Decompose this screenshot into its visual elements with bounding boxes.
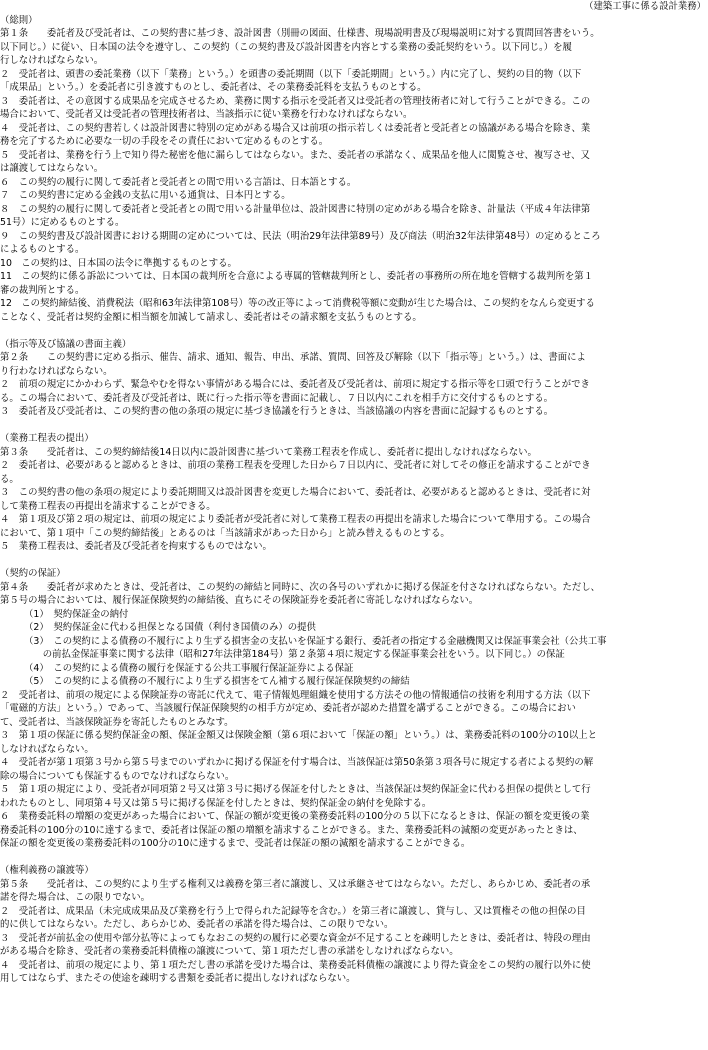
article-text-line: ２ 受託者は、前項の規定による保険証券の寄託に代えて、電子情報処理組織を使用する方法その他の情報通信の技術を利用する方法（以下 [0,689,591,701]
article-text-line: 第５号の場合においては、履行保証保険契約の締結後、直ちにその保険証券を委託者に寄託しなければならない。 [0,595,479,606]
article-text-line: 務委託料の100分の10に達するまで、委託者は保証の額の増額を請求することができる。また、業務委託料の減額の変更があったときは、 [0,824,583,836]
document-body [0,14,708,986]
article-text-line: 保証の額を変更後の業務委託料の100分の10に達するまで、受託者は保証の額の減額を請求することができる。 [0,838,471,849]
article-text-line: ２ 前項の規定にかかわらず、緊急やむを得ない事情がある場合には、委託者及び受託者は、前項に規定する指示等を口頭で行うことができ [0,379,590,390]
article-text-line: ５ 第１項の規定により、受託者が同項第２号又は第３号に掲げる保証を付したときは、当該保証は契約保証金に代わる担保の提供として行 [0,784,591,795]
section-spacer [0,851,708,865]
article-text-line: 10 この契約は、日本国の法令に準拠するものとする。 [0,257,237,269]
article-text-line: において、第１項中「この契約締結後」とあるのは「当該請求があった日から」と読み替えるものとする。 [0,527,450,539]
article-text-line: ５ 受託者は、業務を行う上で知り得た秘密を他に漏らしてはならない。また、委託者の承諾なく、成果品を他人に閲覧させ、複写させ、又 [0,149,590,161]
article-text-line: ２ 受託者は、成果品（未完成成果品及び業務を行う上で得られた記録等を含む。）を第三者に譲渡し、貸与し、又は質権その他の担保の目 [0,905,586,917]
article-text-line: ３ 委託者は、その意図する成果品を完成させるため、業務に関する指示を受託者又は受託者の管理技術者に対して行うことができる。この [0,95,591,107]
enumerated-item: （4） この契約による債務の履行を保証する公共工事履行保証証券による保証 [24,662,354,674]
article-text-line: 以下同じ。）に従い、日本国の法令を遵守し、この契約（この契約書及び設計図書を内容とする業務の委託契約をいう。以下同じ。）を履 [0,41,572,53]
article-text-line: る。この場合において、委託者及び受託者は、既に行った指示等を書面に記載し、７日以内にこれを相手方に交付するものとする。 [0,392,553,404]
section-spacer [0,419,708,433]
article-text-line: ６ 業務委託料の増額の変更があった場合において、保証の額が変更後の業務委託料の100分の５以下になるときは、保証の額を変更後の業 [0,811,590,822]
article-text-line: 11 この契約に係る訴訟については、日本国の裁判所を合意による専属的管轄裁判所とし、委託者の事務所の所在地を管轄する裁判所を第１ [0,271,593,282]
article-text-line: して業務工程表の再提出を請求することができる。 [0,500,216,512]
article-text-line: ７ この契約書に定める金銭の支払に用いる通貨は、日本円とする。 [0,190,291,201]
article-text-line: 第４条 委託者が求めたときは、受託者は、この契約の締結と同時に、次の各号のいずれかに掲げる保証を付さなければならない。ただし、 [0,581,601,593]
enumerated-item: （3） この契約による債務の不履行により生ずる損害金の支払いを保証する銀行、委託者の指定する金融機関又は保証事業会社（公共工事 [24,635,607,647]
article-text-line: て、受託者は、当該保険証券を寄託したものとみなす。 [0,716,234,728]
article-text-line: ３ 第１項の保証に係る契約保証金の額、保証金額又は保険金額（第６項において「保証の額」という。）は、業務委託料の100分の10以上と [0,730,598,741]
article-text-line: 第３条 受託者は、この契約締結後14日以内に設計図書に基づいて業務工程表を作成し、委託者に提出しなければならない。 [0,446,537,458]
section-spacer [0,324,708,338]
section-spacer [0,554,708,568]
article-text-line: 行しなければならない。 [0,55,104,66]
article-text-line: 「電磁的方法」という。）であって、当該履行保証保険契約の相手方が定め、委託者が認めた措置を講ずることができる。この場合におい [0,703,576,714]
article-heading: （権利義務の譲渡等） [0,865,94,876]
article-text-line: ことなく、受託者は契約金額に相当額を加減して請求し、委託者はその請求額を支払うものとする。 [0,311,422,323]
article-text-line: 審の裁判所とする。 [0,284,85,296]
article-text-line: ６ この契約の履行に関して委託者と受託者との間で用いる言語は、日本語とする。 [0,176,357,188]
article-section [0,14,708,325]
enumerated-item: （5） この契約による債務の不履行により生ずる損害をてん補する履行保証保険契約の締結 [24,676,410,687]
article-text-line: 51号）に定めるものとする。 [0,217,125,228]
article-text-line: 第２条 この契約書に定める指示、催告、請求、通知、報告、申出、承諾、質問、回答及び解除（以下「指示等」という。）は、書面によ [0,352,586,363]
article-text-line: ２ 受託者は、頭書の委託業務（以下「業務」という。）を頭書の委託期間（以下「委託期間」という。）内に完了し、契約の目的物（以下 [0,68,582,80]
enumerated-item: （1） 契約保証金の納付 [24,608,129,620]
article-text-line: る。 [0,473,19,485]
article-text-line: がある場合を除き、受託者の業務委託料債権の譲渡について、第１項ただし書の承諾をしなければならない。 [0,946,459,957]
article-heading: （指示等及び協議の書面主義） [0,338,132,350]
article-text-line: ３ 委託者及び受託者は、この契約書の他の条項の規定に基づき協議を行うときは、当該協議の内容を書面に記録するものとする。 [0,406,554,417]
article-text-line: 除の場合についても保証するものでなければならない。 [0,770,235,782]
article-section [0,567,708,851]
article-text-line: 第１条 委託者及び受託者は、この契約書に基づき、設計図書（別冊の図面、仕様書、現場説明書及び現場説明に対する質問回答書をいう。 [0,28,600,39]
article-text-line: しなければならない。 [0,743,94,755]
article-section [0,864,708,986]
article-text-line: ５ 業務工程表は、委託者及び受託者を拘束するものではない。 [0,541,272,552]
article-text-line: ２ 委託者は、必要があると認めるときは、前項の業務工程表を受理した日から７日以内に、受託者に対してその修正を請求することができ [0,460,591,471]
article-text-line: 務を完了するために必要な一切の手段をその責任において定めるものとする。 [0,136,329,147]
article-text-line: ４ 受託者は、前項の規定により、第１項ただし書の承諾を受けた場合は、業務委託料債権の譲渡により得た資金をこの契約の履行以外に使 [0,959,591,971]
article-section [0,432,708,554]
enumerated-item: の前払金保証事業に関する法律（昭和27年法律第184号）第２条第４項に規定する保証事業会社をいう。以下同じ。）の保証 [24,649,565,660]
article-heading: （総則） [0,14,38,26]
article-text-line: 「成果品」という。）を委託者に引き渡すものとし、委託者は、その業務委託料を支払うものとする。 [0,82,427,93]
article-text-line: ４ 第１項及び第２項の規定は、前項の規定により委託者が受託者に対して業務工程表の再提出を請求した場合について準用する。この場合 [0,514,591,525]
article-text-line: われたものとし、同項第４号又は第５号に掲げる保証を付したときは、契約保証金の納付を免除する。 [0,797,432,809]
article-text-line: 的に供してはならない。ただし、あらかじめ、委託者の承諾を得た場合は、この限りでない。 [0,919,394,930]
article-text-line: ３ この契約書の他の条項の規定により委託期間又は設計図書を変更した場合において、委託者は、必要があると認めるときは、受託者に対 [0,487,591,498]
article-section [0,338,708,419]
article-heading: （契約の保証） [0,568,66,579]
article-text-line: によるものとする。 [0,244,85,255]
article-text-line: ４ 受託者は、この契約書若しくは設計図書に特別の定めがある場合又は前項の指示若しくは委託者と受託者との協議がある場合を除き、業 [0,122,591,134]
article-text-line: 場合において、受託者又は受託者の管理技術者は、当該指示に従い業務を行わなければならない。 [0,109,413,120]
article-text-line: ９ この契約書及び設計図書における期間の定めについては、民法（明治29年法律第89号）及び商法（明治32年法律第48号）の定めるところ [0,230,601,242]
article-text-line: り行わなければならない。 [0,365,113,377]
article-text-line: 用してはならず、またその使途を疎明する書類を委託者に提出しなければならない。 [0,973,356,984]
article-text-line: ４ 受託者が第１項第３号から第５号までのいずれかに掲げる保証を付す場合は、当該保証は第50条第３項各号に規定する者による契約の解 [0,757,594,768]
article-text-line: 第５条 受託者は、この契約により生ずる権利又は義務を第三者に譲渡し、又は承継させてはならない。ただし、あらかじめ、委託者の承 [0,878,591,890]
document-type-label: （建築工事に係る設計業務） [584,1,706,12]
article-text-line: ３ 受託者が前払金の使用や部分払等によってもなおこの契約の履行に必要な資金が不足することを疎明したときは、委託者は、特段の理由 [0,932,591,944]
article-text-line: は譲渡してはならない。 [0,163,104,174]
enumerated-item: （2） 契約保証金に代わる担保となる国債（利付き国債のみ）の提供 [24,622,316,633]
article-heading: （業務工程表の提出） [0,433,94,444]
article-text-line: 12 この契約締結後、消費税法（昭和63年法律第108号）等の改正等によって消費税等額に変動が生じた場合は、この契約をなんら変更する [0,298,595,309]
article-text-line: ８ この契約の履行に関して委託者と受託者との間で用いる計量単位は、設計図書に特別の定めがある場合を除き、計量法（平成４年法律第 [0,203,591,215]
article-text-line: 諾を得た場合は、この限りでない。 [0,892,151,903]
